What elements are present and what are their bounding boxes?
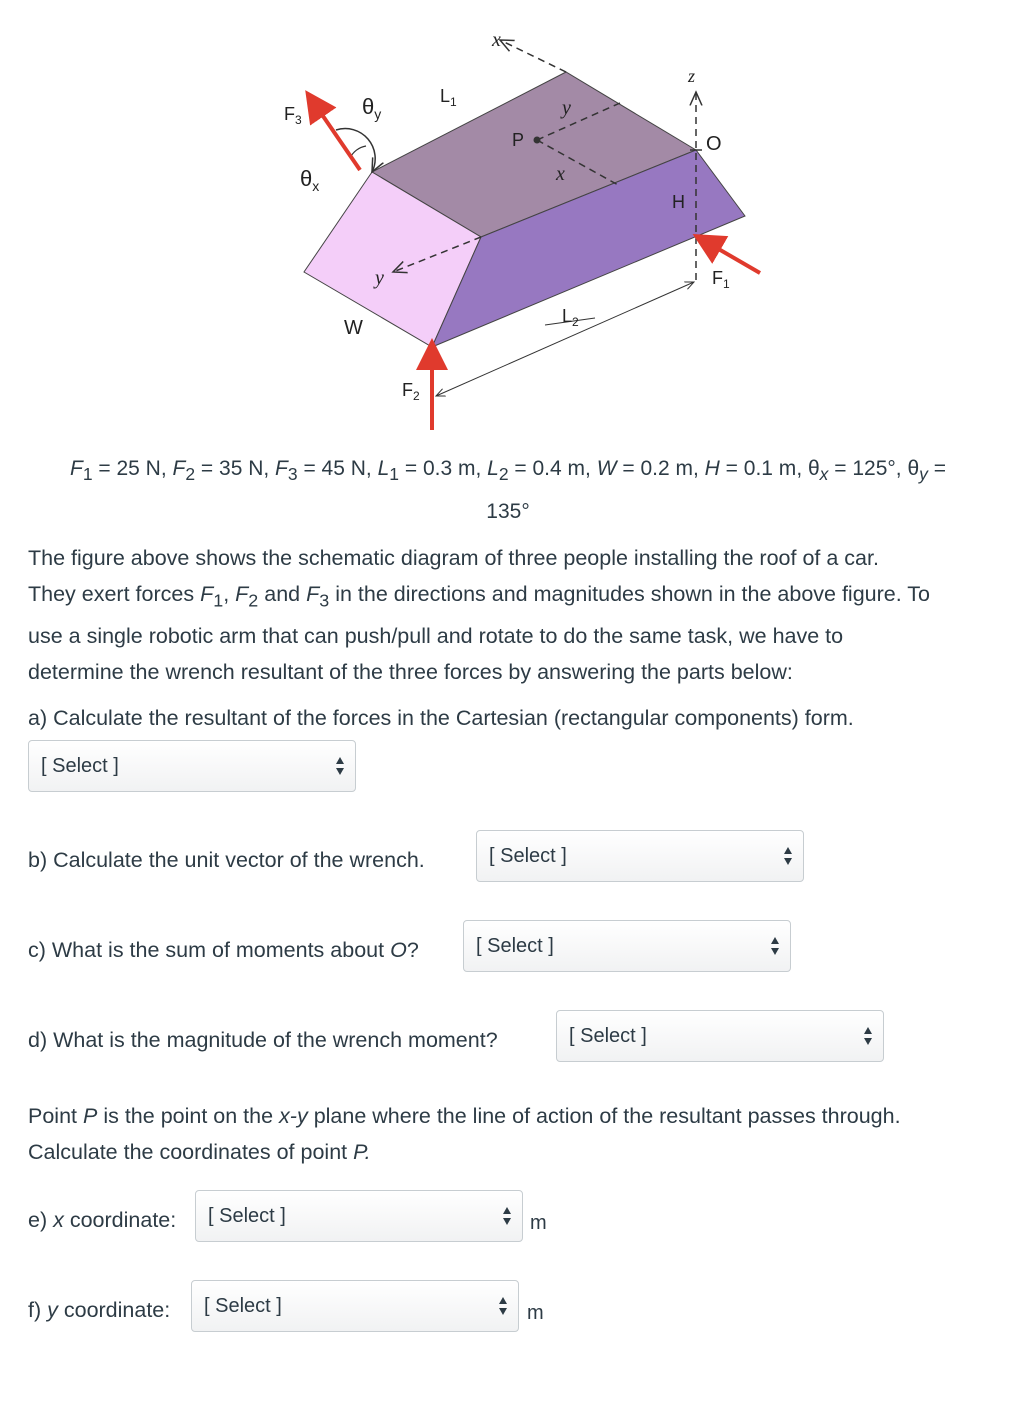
- answer-f-select-label: [ Select ]: [204, 1294, 282, 1317]
- question-e: e) x coordinate:: [28, 1208, 177, 1232]
- point-p-line-2: Calculate the coordinates of point P.: [28, 1140, 371, 1164]
- unit-e: m: [530, 1212, 547, 1234]
- intro-paragraph: [28, 540, 1003, 690]
- given-w: 0.2 m: [640, 457, 693, 480]
- label-h: H: [672, 192, 685, 212]
- question-d: d) What is the magnitude of the wrench moment?: [28, 1028, 498, 1052]
- intro-line-1: The figure above shows the schematic diagram of three people installing the roof of a car.: [28, 546, 879, 570]
- given-theta-y: 135°: [486, 500, 530, 524]
- answer-e-select[interactable]: [195, 1190, 523, 1242]
- select-arrows-icon: [335, 756, 345, 776]
- label-axis-x-mid: x: [556, 163, 565, 185]
- question-f: f) y coordinate:: [28, 1298, 171, 1322]
- answer-b-select-label: [ Select ]: [489, 844, 567, 867]
- given-l1: 0.3 m: [422, 457, 476, 480]
- point-p-dot: [534, 137, 541, 144]
- answer-f-select[interactable]: [191, 1280, 519, 1332]
- roof-diagram: [0, 0, 1010, 440]
- given-h: 0.1 m: [743, 457, 797, 480]
- answer-a-select[interactable]: [28, 740, 356, 792]
- answer-b-select[interactable]: [476, 830, 804, 882]
- intro-line-2: They exert forces $F_1$, $F_2$ and $F_3$ in the directions and magnitudes shown in the above figure. To: [28, 582, 931, 611]
- given-f1: 25 N: [116, 457, 161, 480]
- question-b: b) Calculate the unit vector of the wrench.: [28, 848, 425, 872]
- select-arrows-icon: [502, 1206, 512, 1226]
- given-f3: 45 N: [321, 457, 366, 480]
- label-o: O: [706, 133, 722, 155]
- label-axis-y-left: y: [375, 267, 384, 289]
- answer-e-select-label: [ Select ]: [208, 1204, 286, 1227]
- answer-a-select-label: [ Select ]: [41, 754, 119, 777]
- label-p: P: [512, 130, 525, 150]
- label-l1: $L_1$: [440, 86, 457, 109]
- label-w: W: [344, 317, 363, 339]
- label-l2: $L_2$: [562, 306, 579, 329]
- select-arrows-icon: [498, 1296, 508, 1316]
- label-f1: $F_1$: [712, 268, 730, 291]
- intro-line-3: use a single robotic arm that can push/pull and rotate to do the same task, we have to: [28, 624, 844, 649]
- roof-diagram-svg: [0, 0, 1010, 440]
- given-values: $F_1 = 25$ N, $F_2 = 35$ N, $F_3 = 45$ N, $L_1 = 0.3$ m, $L_2 = 0.4$ m, W = 0.2 m, H = 0.1 m, $\theta_x = 125^\circ$, $\theta_y$ = 135°: [69, 457, 947, 524]
- answer-c-select[interactable]: [463, 920, 791, 972]
- intro-line-4: determine the wrench resultant of the three forces by answering the parts below:: [28, 660, 793, 685]
- given-theta-x: 125°: [852, 457, 896, 480]
- label-f2: $F_2$: [402, 380, 420, 403]
- point-p-line-1: Point P is the point on the x-y plane where the line of action of the resultant passes through.: [28, 1104, 901, 1128]
- select-arrows-icon: [770, 936, 780, 956]
- axis-x-top-line: [500, 40, 566, 72]
- label-f3: $F_3$: [284, 104, 302, 127]
- answer-c-select-label: [ Select ]: [476, 934, 554, 957]
- answer-d-select-label: [ Select ]: [569, 1024, 647, 1047]
- select-arrows-icon: [783, 846, 793, 866]
- question-a: a) Calculate the resultant of the forces in the Cartesian (rectangular components) form.: [28, 706, 854, 730]
- given-f2: 35 N: [219, 457, 264, 480]
- label-axis-x-top: x: [492, 29, 501, 51]
- label-axis-z: z: [688, 66, 696, 86]
- unit-f: m: [527, 1302, 544, 1324]
- answer-d-select[interactable]: [556, 1010, 884, 1062]
- force-f3-arrow: [312, 100, 360, 170]
- label-theta-x: $\theta_x$: [300, 166, 320, 194]
- label-axis-y-mid: y: [562, 97, 571, 119]
- given-l2: 0.4 m: [532, 457, 586, 480]
- question-c: c) What is the sum of moments about O ?: [28, 938, 419, 962]
- label-theta-y: $\theta_y$: [362, 94, 382, 122]
- point-p-paragraph: [28, 1098, 1003, 1170]
- select-arrows-icon: [863, 1026, 873, 1046]
